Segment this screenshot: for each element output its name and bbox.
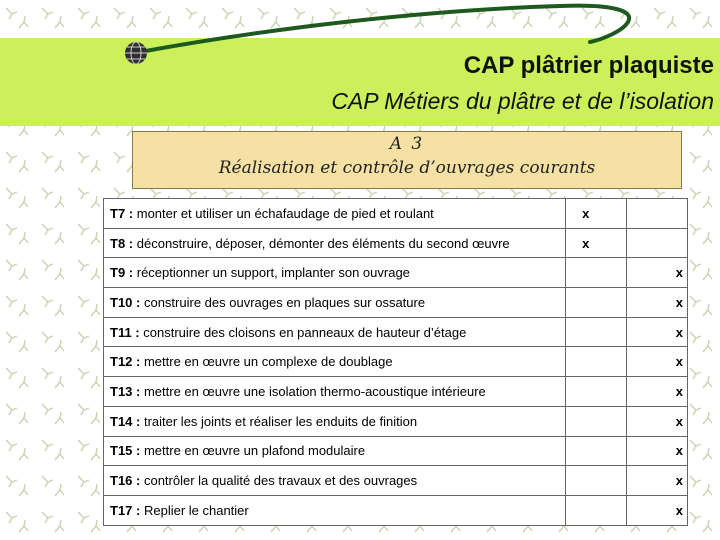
activity-title: Réalisation et contrôle d’ouvrages courants <box>218 158 596 178</box>
task-mark-1 <box>566 495 627 525</box>
tasks-table <box>103 198 688 526</box>
activity-box <box>132 131 682 189</box>
task-label: monter et utiliser un échafaudage de pied et roulant <box>136 205 434 221</box>
task-mark-1 <box>566 466 627 496</box>
table-row <box>104 288 688 318</box>
task-cell <box>104 406 566 436</box>
task-cell <box>104 347 566 377</box>
task-mark-2: x <box>627 288 688 318</box>
table-row <box>104 228 688 258</box>
task-mark-1: x <box>566 228 627 258</box>
task-code: T9 : <box>110 265 134 281</box>
task-mark-1 <box>566 406 627 436</box>
task-mark-2: x <box>627 258 688 288</box>
task-label: Replier le chantier <box>143 502 249 518</box>
table-row <box>104 347 688 377</box>
task-mark-2: x <box>627 406 688 436</box>
task-code: T12 : <box>110 354 141 370</box>
task-cell <box>104 377 566 407</box>
task-code: T16 : <box>110 473 141 489</box>
activity-code: A 3 <box>389 134 425 154</box>
task-mark-2: x <box>627 377 688 407</box>
task-mark-1: x <box>566 199 627 229</box>
task-mark-2: x <box>627 466 688 496</box>
task-mark-1 <box>566 258 627 288</box>
task-label: mettre en œuvre un plafond modulaire <box>143 443 366 459</box>
task-mark-2: x <box>627 317 688 347</box>
task-code: T8 : <box>110 235 134 251</box>
task-mark-1 <box>566 347 627 377</box>
task-cell <box>104 199 566 229</box>
task-code: T13 : <box>110 383 141 399</box>
task-cell <box>104 288 566 318</box>
task-cell <box>104 258 566 288</box>
task-label: mettre en œuvre une isolation thermo-acoustique intérieure <box>143 383 486 399</box>
table-row <box>104 317 688 347</box>
task-mark-2 <box>627 228 688 258</box>
task-cell <box>104 495 566 525</box>
task-label: mettre en œuvre un complexe de doublage <box>143 354 393 370</box>
task-mark-1 <box>566 288 627 318</box>
task-code: T11 : <box>110 324 140 340</box>
task-code: T10 : <box>110 294 141 310</box>
task-label: construire des cloisons en panneaux de hauteur d’étage <box>143 324 467 340</box>
task-cell <box>104 317 566 347</box>
task-mark-1 <box>566 317 627 347</box>
task-code: T7 : <box>110 205 134 221</box>
task-mark-1 <box>566 377 627 407</box>
table-row <box>104 406 688 436</box>
task-mark-1 <box>566 436 627 466</box>
task-cell <box>104 466 566 496</box>
task-label: contrôler la qualité des travaux et des ouvrages <box>143 473 418 489</box>
task-label: réceptionner un support, implanter son ouvrage <box>136 265 410 281</box>
table-row <box>104 199 688 229</box>
task-cell <box>104 228 566 258</box>
task-label: déconstruire, déposer, démonter des éléments du second œuvre <box>136 235 510 251</box>
task-mark-2: x <box>627 436 688 466</box>
task-label: construire des ouvrages en plaques sur ossature <box>143 294 426 310</box>
table-row <box>104 466 688 496</box>
task-mark-2 <box>627 199 688 229</box>
table-row <box>104 495 688 525</box>
task-code: T17 : <box>110 502 141 518</box>
table-row <box>104 436 688 466</box>
globe-icon <box>122 38 150 68</box>
table-row <box>104 258 688 288</box>
task-mark-2: x <box>627 495 688 525</box>
table-row <box>104 377 688 407</box>
task-mark-2: x <box>627 347 688 377</box>
page-subtitle: CAP Métiers du plâtre et de l’isolation <box>331 88 714 114</box>
page-title: CAP plâtrier plaquiste <box>463 52 714 79</box>
task-code: T15 : <box>110 443 141 459</box>
task-code: T14 : <box>110 413 141 429</box>
task-label: traiter les joints et réaliser les enduits de finition <box>143 413 418 429</box>
task-cell <box>104 436 566 466</box>
